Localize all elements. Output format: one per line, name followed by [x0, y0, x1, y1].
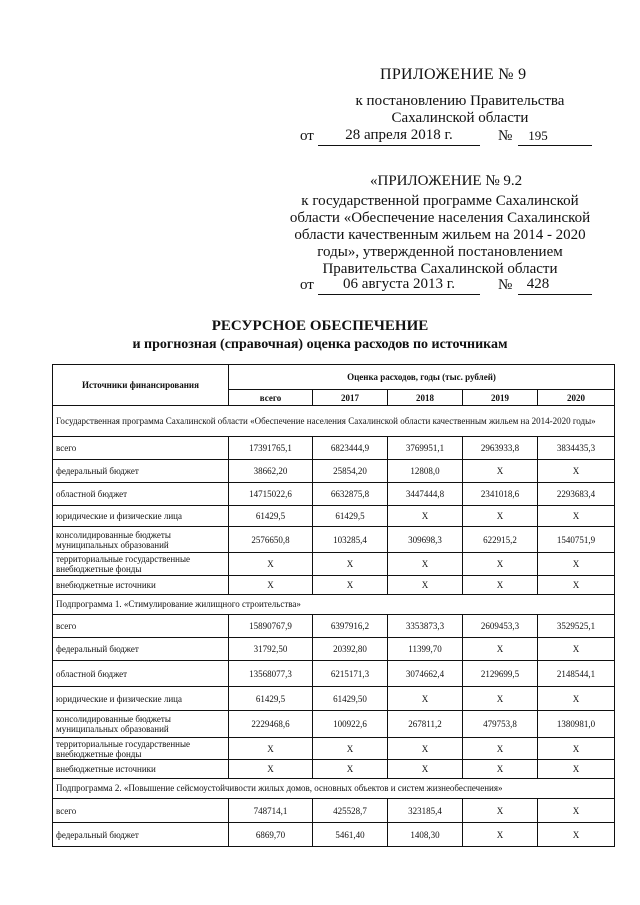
row-label: федеральный бюджет [53, 823, 229, 847]
cell-2018: X [388, 553, 463, 576]
cell-total: X [229, 553, 313, 576]
table-row [53, 661, 615, 687]
table-row [53, 615, 615, 638]
cell-2018: X [388, 738, 463, 760]
header-col-2020: 2020 [538, 390, 615, 406]
table-row [53, 711, 615, 738]
cell-2018: 12808,0 [388, 460, 463, 483]
cell-total: X [229, 738, 313, 760]
cell-total: X [229, 576, 313, 595]
cell-total: 6869,70 [229, 823, 313, 847]
annex-number: 428 [526, 276, 550, 292]
cell-2018: 3769951,1 [388, 437, 463, 460]
cell-2019: 479753,8 [463, 711, 538, 738]
number-underline [518, 145, 592, 146]
cell-total: 748714,1 [229, 799, 313, 823]
cell-2019: X [463, 638, 538, 661]
row-label: юридические и физические лица [53, 506, 229, 527]
annex-number-underline [518, 294, 592, 295]
header-col-2019: 2019 [463, 390, 538, 406]
annex-line-4: годы», утвержденной постановлением [317, 244, 563, 260]
cell-2020: X [538, 687, 615, 711]
table-row [53, 483, 615, 506]
cell-total: 17391765,1 [229, 437, 313, 460]
annex-line-3: области качественным жильем на 2014 - 2020 [294, 227, 586, 243]
annex-number-prefix: № [498, 277, 513, 293]
cell-2019: X [463, 576, 538, 595]
cell-2017: 6397916,2 [313, 615, 388, 638]
table-row [53, 687, 615, 711]
cell-2018: 3447444,8 [388, 483, 463, 506]
cell-2020: 2293683,4 [538, 483, 615, 506]
cell-2020: X [538, 506, 615, 527]
cell-2017: X [313, 553, 388, 576]
table-row [53, 638, 615, 661]
row-label: территориальные государственные внебюджетные фонды [53, 553, 229, 576]
cell-2017: 100922,6 [313, 711, 388, 738]
annex-date-prefix: от [300, 277, 314, 293]
annex-line-1: к государственной программе Сахалинской [301, 193, 579, 209]
region-line: Сахалинской области [391, 110, 529, 126]
cell-2020: X [538, 823, 615, 847]
row-label: внебюджетные источники [53, 576, 229, 595]
header-estimate: Оценка расходов, годы (тыс. рублей) [229, 365, 615, 390]
cell-2020: X [538, 553, 615, 576]
row-label: консолидированные бюджеты муниципальных образований [53, 527, 229, 553]
cell-2020: 2148544,1 [538, 661, 615, 687]
table-row [53, 823, 615, 847]
cell-2018: 3353873,3 [388, 615, 463, 638]
section-subprogram-2: Подпрограмма 2. «Повышение сейсмоустойчивости жилых домов, основных объектов и систем жизнеобеспечения» [53, 779, 615, 799]
row-label: внебюджетные источники [53, 760, 229, 779]
row-label: территориальные государственные внебюджетные фонды [53, 738, 229, 760]
cell-2019: 2341018,6 [463, 483, 538, 506]
cell-2020: X [538, 638, 615, 661]
cell-2017: X [313, 576, 388, 595]
document-title: РЕСУРСНОЕ ОБЕСПЕЧЕНИЕ [211, 318, 429, 334]
cell-2018: 11399,70 [388, 638, 463, 661]
cell-2020: 3529525,1 [538, 615, 615, 638]
cell-total: 61429,5 [229, 687, 313, 711]
resolution-number: 195 [528, 128, 548, 143]
cell-2020: 1540751,9 [538, 527, 615, 553]
cell-2017: 25854,20 [313, 460, 388, 483]
table-row [53, 553, 615, 576]
cell-2019: X [463, 738, 538, 760]
cell-total: 15890767,9 [229, 615, 313, 638]
annex-title: «ПРИЛОЖЕНИЕ № 9.2 [370, 173, 523, 189]
row-label: всего [53, 437, 229, 460]
row-label: федеральный бюджет [53, 638, 229, 661]
cell-2018: X [388, 760, 463, 779]
cell-2018: 267811,2 [388, 711, 463, 738]
cell-2017: X [313, 760, 388, 779]
resolution-date: 28 апреля 2018 г. [345, 127, 453, 143]
resource-table [52, 364, 615, 847]
cell-2017: 6632875,8 [313, 483, 388, 506]
cell-2017: 6215171,3 [313, 661, 388, 687]
cell-2019: 2963933,8 [463, 437, 538, 460]
cell-2019: 2129699,5 [463, 661, 538, 687]
cell-total: 13568077,3 [229, 661, 313, 687]
cell-2020: X [538, 738, 615, 760]
cell-2017: 20392,80 [313, 638, 388, 661]
cell-2020: X [538, 576, 615, 595]
annex-date: 06 августа 2013 г. [343, 276, 455, 292]
cell-2018: X [388, 687, 463, 711]
annex-line-2: области «Обеспечение населения Сахалинской [289, 210, 591, 226]
cell-2020: X [538, 799, 615, 823]
number-prefix: № [498, 128, 513, 144]
cell-2019: X [463, 506, 538, 527]
cell-2018: X [388, 576, 463, 595]
header-col-2017: 2017 [313, 390, 388, 406]
cell-2017: 61429,5 [313, 506, 388, 527]
cell-2018: 1408,30 [388, 823, 463, 847]
annex-date-underline [318, 294, 480, 295]
cell-2019: X [463, 553, 538, 576]
document-subtitle: и прогнозная (справочная) оценка расходов по источникам [132, 337, 508, 352]
cell-2019: 2609453,3 [463, 615, 538, 638]
cell-2020: 1380981,0 [538, 711, 615, 738]
header-col-2018: 2018 [388, 390, 463, 406]
annex-line-5: Правительства Сахалинской области [322, 261, 558, 277]
section-subprogram-1: Подпрограмма 1. «Стимулирование жилищного строительства» [53, 595, 615, 615]
cell-2020: 3834435,3 [538, 437, 615, 460]
cell-2019: X [463, 799, 538, 823]
row-label: всего [53, 615, 229, 638]
row-label: областной бюджет [53, 483, 229, 506]
cell-total: X [229, 760, 313, 779]
cell-2017: 103285,4 [313, 527, 388, 553]
row-label: всего [53, 799, 229, 823]
row-label: юридические и физические лица [53, 687, 229, 711]
header-col-total: всего [229, 390, 313, 406]
cell-2019: X [463, 760, 538, 779]
cell-2020: X [538, 460, 615, 483]
cell-2018: X [388, 506, 463, 527]
row-label: федеральный бюджет [53, 460, 229, 483]
table-row [53, 460, 615, 483]
cell-2019: X [463, 460, 538, 483]
table-row [53, 527, 615, 553]
cell-2017: 61429,50 [313, 687, 388, 711]
table-row [53, 738, 615, 760]
cell-total: 14715022,6 [229, 483, 313, 506]
date-underline [318, 145, 480, 146]
header-source: Источники финансирования [53, 365, 229, 406]
cell-2019: 622915,2 [463, 527, 538, 553]
table-row [53, 506, 615, 527]
table-row [53, 437, 615, 460]
cell-2018: 323185,4 [388, 799, 463, 823]
row-label: консолидированные бюджеты муниципальных образований [53, 711, 229, 738]
cell-total: 2229468,6 [229, 711, 313, 738]
cell-2020: X [538, 760, 615, 779]
cell-2017: 5461,40 [313, 823, 388, 847]
cell-2019: X [463, 823, 538, 847]
appendix-title: ПРИЛОЖЕНИЕ № 9 [380, 66, 527, 83]
table-row [53, 760, 615, 779]
cell-2017: 6823444,9 [313, 437, 388, 460]
cell-total: 2576650,8 [229, 527, 313, 553]
cell-2018: 3074662,4 [388, 661, 463, 687]
cell-2017: 425528,7 [313, 799, 388, 823]
cell-total: 38662,20 [229, 460, 313, 483]
section-program: Государственная программа Сахалинской области «Обеспечение населения Сахалинской области качественным жильем на 2014-2020 годы» [53, 406, 615, 437]
cell-2018: 309698,3 [388, 527, 463, 553]
resolution-line: к постановлению Правительства [355, 93, 565, 109]
cell-2019: X [463, 687, 538, 711]
table-row [53, 576, 615, 595]
table-row [53, 799, 615, 823]
cell-total: 31792,50 [229, 638, 313, 661]
cell-total: 61429,5 [229, 506, 313, 527]
date-prefix: от [300, 128, 314, 144]
cell-2017: X [313, 738, 388, 760]
row-label: областной бюджет [53, 661, 229, 687]
